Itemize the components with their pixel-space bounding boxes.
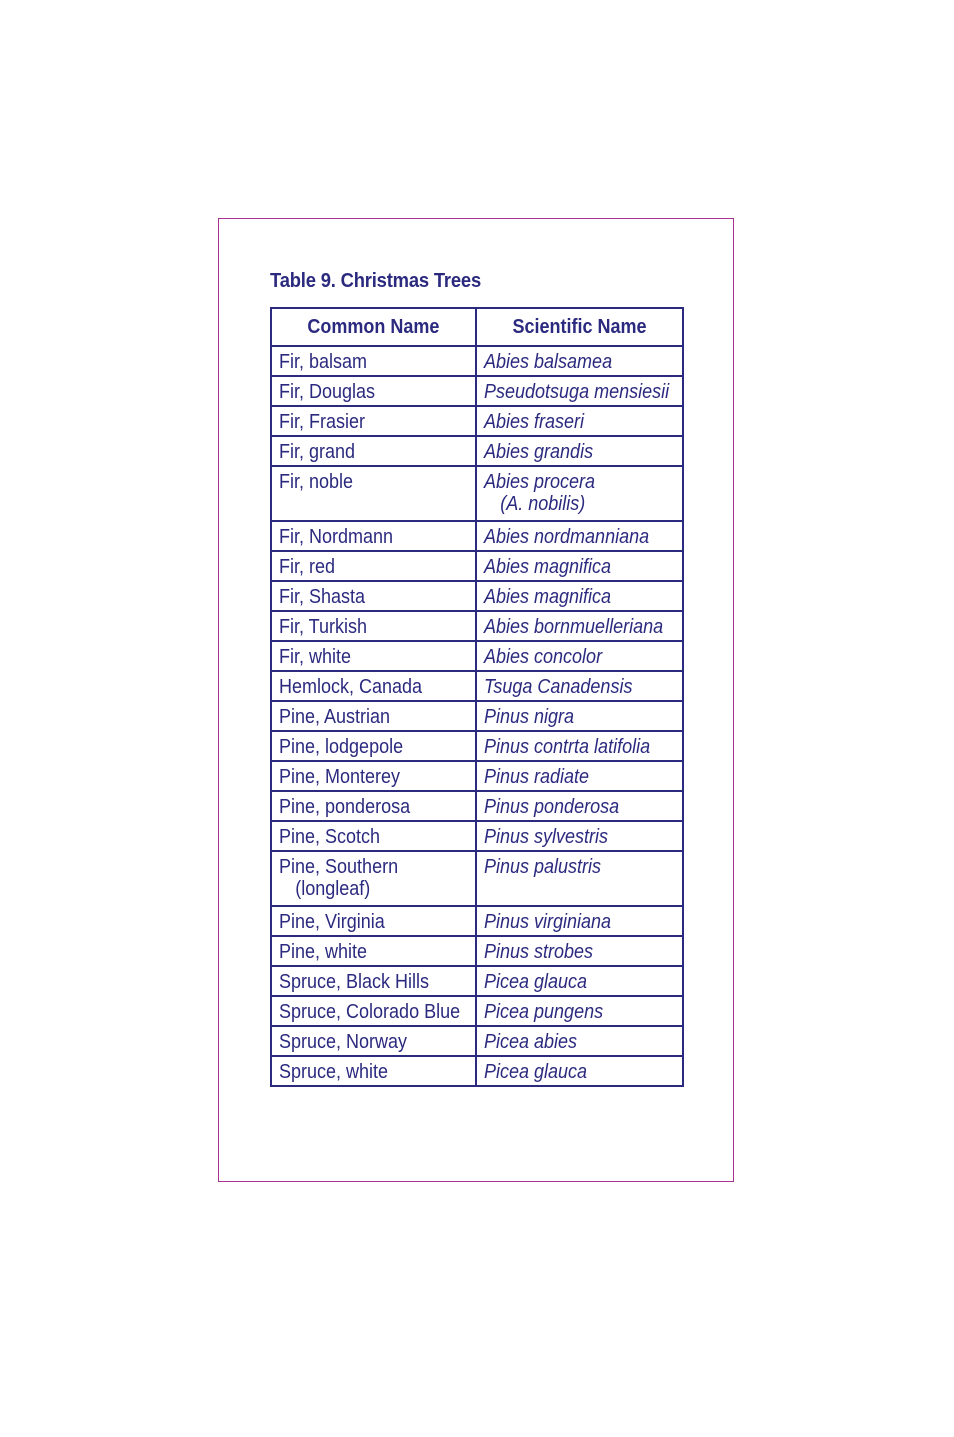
table-row <box>271 376 683 406</box>
table-row <box>271 611 683 641</box>
common-name-cell: Pine, Virginia <box>271 906 476 936</box>
table-row <box>271 761 683 791</box>
common-name-cell: Fir, Frasier <box>271 406 476 436</box>
scientific-name-cell: Abies fraseri <box>476 406 683 436</box>
scientific-name-cell: Pseudotsuga mensiesii <box>476 376 683 406</box>
common-name-cell: Spruce, white <box>271 1056 476 1086</box>
scientific-name-cell: Pinus strobes <box>476 936 683 966</box>
table-row <box>271 466 683 521</box>
common-name-cell: Pine, white <box>271 936 476 966</box>
common-name-cell: Pine, lodgepole <box>271 731 476 761</box>
common-name-cell: Pine, ponderosa <box>271 791 476 821</box>
scientific-name-cell: Pinus nigra <box>476 701 683 731</box>
scientific-name-line: Abies procera <box>484 471 596 493</box>
scientific-name-cell: Pinus contrta latifolia <box>476 731 683 761</box>
christmas-trees-table <box>270 307 684 1087</box>
common-name-cell: Spruce, Black Hills <box>271 966 476 996</box>
scientific-name-cell: Abies nordmanniana <box>476 521 683 551</box>
table-row <box>271 996 683 1026</box>
scientific-name-cell: Picea pungens <box>476 996 683 1026</box>
table-row <box>271 521 683 551</box>
scientific-name-cell: Abies magnifica <box>476 581 683 611</box>
common-name-cell: Spruce, Colorado Blue <box>271 996 476 1026</box>
scientific-name-cell: Abies grandis <box>476 436 683 466</box>
scientific-name-cell: Pinus sylvestris <box>476 821 683 851</box>
common-name-cell: Fir, Nordmann <box>271 521 476 551</box>
common-name-cell: Fir, balsam <box>271 346 476 376</box>
scientific-name-cell: Pinus ponderosa <box>476 791 683 821</box>
table-title: Table 9. Christmas Trees <box>270 270 482 292</box>
scientific-name-cell: Picea abies <box>476 1026 683 1056</box>
table-row <box>271 1026 683 1056</box>
common-name-cell: Spruce, Norway <box>271 1026 476 1056</box>
table-row <box>271 436 683 466</box>
table-row <box>271 791 683 821</box>
common-name-cell: Pine, Monterey <box>271 761 476 791</box>
column-header-scientific-name: Scientific Name <box>476 308 683 346</box>
scientific-name-cell: Picea glauca <box>476 1056 683 1086</box>
table-row <box>271 731 683 761</box>
common-name-cell: Fir, Turkish <box>271 611 476 641</box>
table-row <box>271 701 683 731</box>
table-row <box>271 851 683 906</box>
scientific-name-cell: Abies magnifica <box>476 551 683 581</box>
common-name-cell <box>271 851 476 906</box>
scientific-name-cell: Picea glauca <box>476 966 683 996</box>
scientific-name-cell: Pinus virginiana <box>476 906 683 936</box>
scientific-name-cell <box>476 466 683 521</box>
scientific-name-cell: Abies balsamea <box>476 346 683 376</box>
common-name-line: Pine, Southern <box>279 856 399 878</box>
table-row <box>271 551 683 581</box>
scientific-name-synonym: (A. nobilis) <box>500 493 586 515</box>
scientific-name-cell: Pinus radiate <box>476 761 683 791</box>
table-row <box>271 641 683 671</box>
table-row <box>271 671 683 701</box>
common-name-cell: Fir, Shasta <box>271 581 476 611</box>
column-header-common-name: Common Name <box>271 308 476 346</box>
table-row <box>271 821 683 851</box>
table-row <box>271 966 683 996</box>
table-row <box>271 936 683 966</box>
common-name-cell: Fir, red <box>271 551 476 581</box>
common-name-cell: Fir, Douglas <box>271 376 476 406</box>
common-name-cell: Fir, grand <box>271 436 476 466</box>
table-row <box>271 406 683 436</box>
common-name-cell: Fir, noble <box>271 466 476 521</box>
table-row <box>271 581 683 611</box>
common-name-qualifier: (longleaf) <box>295 878 371 900</box>
common-name-cell: Fir, white <box>271 641 476 671</box>
table-row <box>271 906 683 936</box>
scientific-name-cell: Pinus palustris <box>476 851 683 906</box>
table-row <box>271 1056 683 1086</box>
scientific-name-cell: Abies bornmuelleriana <box>476 611 683 641</box>
common-name-cell: Pine, Scotch <box>271 821 476 851</box>
table-row <box>271 346 683 376</box>
common-name-cell: Pine, Austrian <box>271 701 476 731</box>
scientific-name-cell: Tsuga Canadensis <box>476 671 683 701</box>
scientific-name-cell: Abies concolor <box>476 641 683 671</box>
table-header-row <box>271 308 683 346</box>
common-name-cell: Hemlock, Canada <box>271 671 476 701</box>
